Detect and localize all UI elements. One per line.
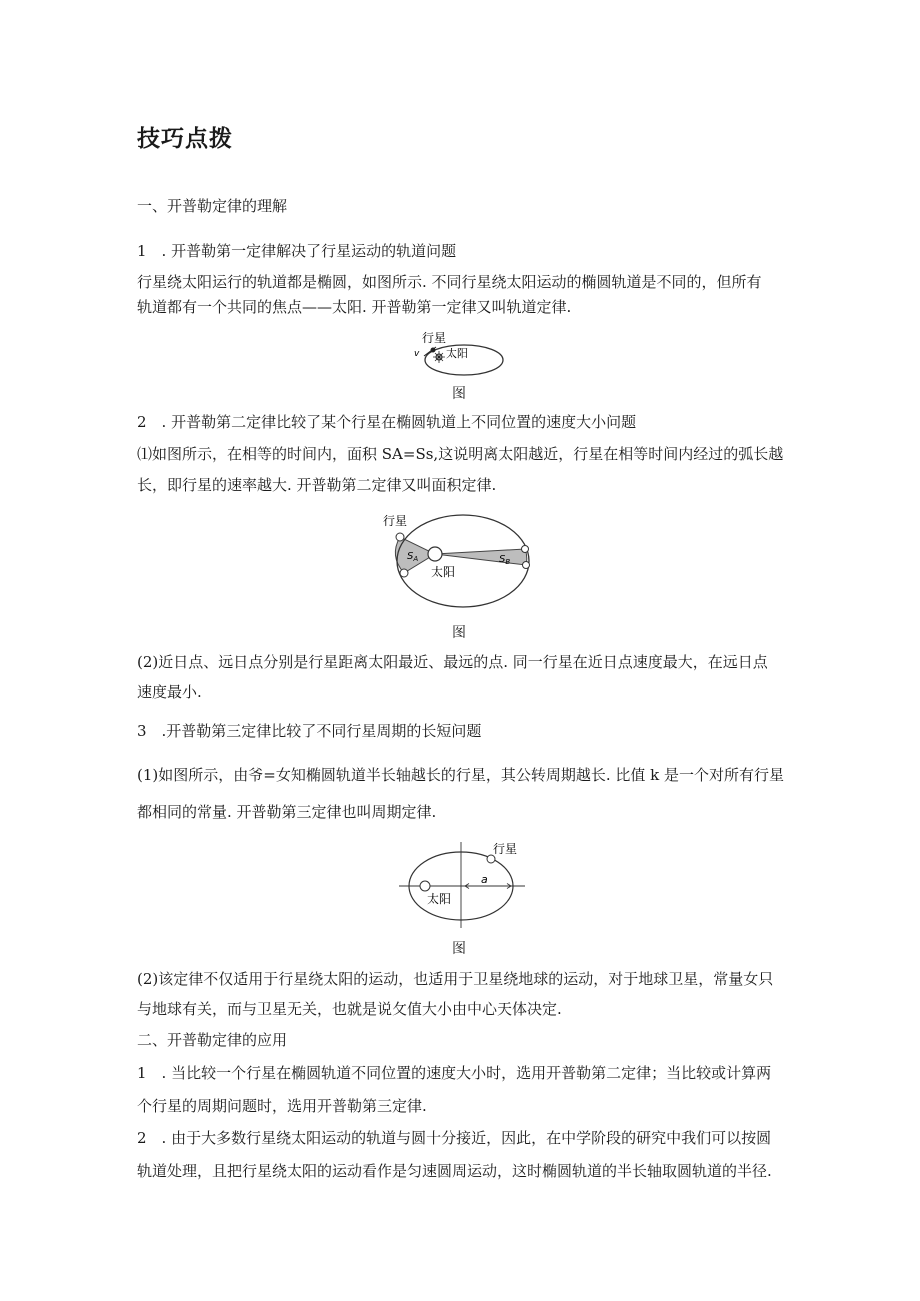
planet-circle — [487, 855, 495, 863]
item-1-text-line-2: 轨道都有一个共同的焦点——太阳. 开普勒第一定律又叫轨道定律. — [137, 298, 572, 316]
planet-label-3: 行星 — [493, 842, 518, 856]
item-3-p1-line-1: (1)如图所示，由爷=女知椭圆轨道半长轴越长的行星，其公转周期越长. 比值 k 是一个对所有行星 — [137, 766, 784, 784]
item-3-p2-line-2: 与地球有关，而与卫星无关，也就是说攵值大小由中心天体决定. — [137, 1000, 562, 1018]
section-2-heading: 二、开普勒定律的应用 — [137, 1031, 288, 1049]
section-2-item-2-line-2: 轨道处理，且把行星绕太阳的运动看作是匀速圆周运动，这时椭圆轨道的半长轴取圆轨道的半径. — [137, 1162, 772, 1180]
section-2-item-2-line-1: 2 . 由于大多数行星绕太阳运动的轨道与圆十分接近，因此，在中学阶段的研究中我们可以按圆 — [137, 1129, 772, 1147]
sb-label: $S_B$ — [499, 554, 511, 566]
planet-label: 行星 — [422, 331, 447, 345]
section-2-item-1-line-2: 个行星的周期问题时，选用开普勒第三定律. — [137, 1097, 427, 1115]
item-3-heading: 3 .开普勒第三定律比较了不同行星周期的长短问题 — [137, 722, 482, 740]
planet-marker-b2 — [523, 562, 530, 569]
area-sb — [435, 549, 527, 565]
section-1-heading: 一、开普勒定律的理解 — [137, 197, 288, 215]
period-law-figure — [399, 838, 529, 928]
sun-label-2: 太阳 — [431, 565, 456, 579]
planet-marker-b1 — [522, 546, 529, 553]
item-2-heading: 2 . 开普勒第二定律比较了某个行星在椭圆轨道上不同位置的速度大小问题 — [137, 413, 637, 431]
section-2-item-1-line-1: 1 . 当比较一个行星在椭圆轨道不同位置的速度大小时，选用开普勒第二定律；当比较或计算两 — [137, 1064, 772, 1082]
item-2-p1-line-2: 长，即行星的速率越大. 开普勒第二定律又叫面积定律. — [137, 476, 497, 494]
sun-label: 太阳 — [446, 347, 468, 360]
sun-circle — [428, 547, 442, 561]
item-3-p2-line-1: (2)该定律不仅适用于行星绕太阳的运动，也适用于卫星绕地球的运动，对于地球卫星，常量女只 — [137, 970, 774, 988]
item-1-heading: 1 . 开普勒第一定律解决了行星运动的轨道问题 — [137, 242, 457, 260]
planet-marker-a2 — [400, 569, 408, 577]
a-dimension-arrow — [465, 884, 511, 889]
item-2-p1-line-1: ⑴如图所示，在相等的时间内，面积 SA=Ss,这说明离太阳越近，行星在相等时间内经过的弧长越 — [137, 445, 784, 463]
page-title: 技巧点拨 — [137, 126, 233, 152]
planet-marker-a1 — [396, 533, 404, 541]
sun-icon — [433, 351, 445, 363]
sa-label: $S_A$ — [407, 551, 419, 563]
item-3-p1-line-2: 都相同的常量. 开普勒第三定律也叫周期定律. — [137, 803, 437, 821]
figure-1-caption: 图 — [452, 386, 466, 402]
a-label: a — [481, 873, 488, 886]
orbit-ellipse-figure — [410, 330, 510, 380]
item-1-text-line-1: 行星绕太阳运行的轨道都是椭圆，如图所示. 不同行星绕太阳运动的椭圆轨道是不同的，但所有 — [137, 273, 762, 291]
figure-3-caption: 图 — [452, 941, 466, 957]
item-2-p2-line-2: 速度最小. — [137, 683, 202, 701]
sun-label-3: 太阳 — [427, 892, 452, 906]
v-label: v — [414, 349, 420, 359]
sun-circle-3 — [420, 881, 430, 891]
figure-2-caption: 图 — [452, 625, 466, 641]
planet-label-2: 行星 — [383, 514, 408, 528]
area-law-figure — [383, 511, 543, 611]
item-2-p2-line-1: (2)近日点、远日点分别是行星距离太阳最近、最远的点. 同一行星在近日点速度最大，在远日点 — [137, 653, 768, 671]
